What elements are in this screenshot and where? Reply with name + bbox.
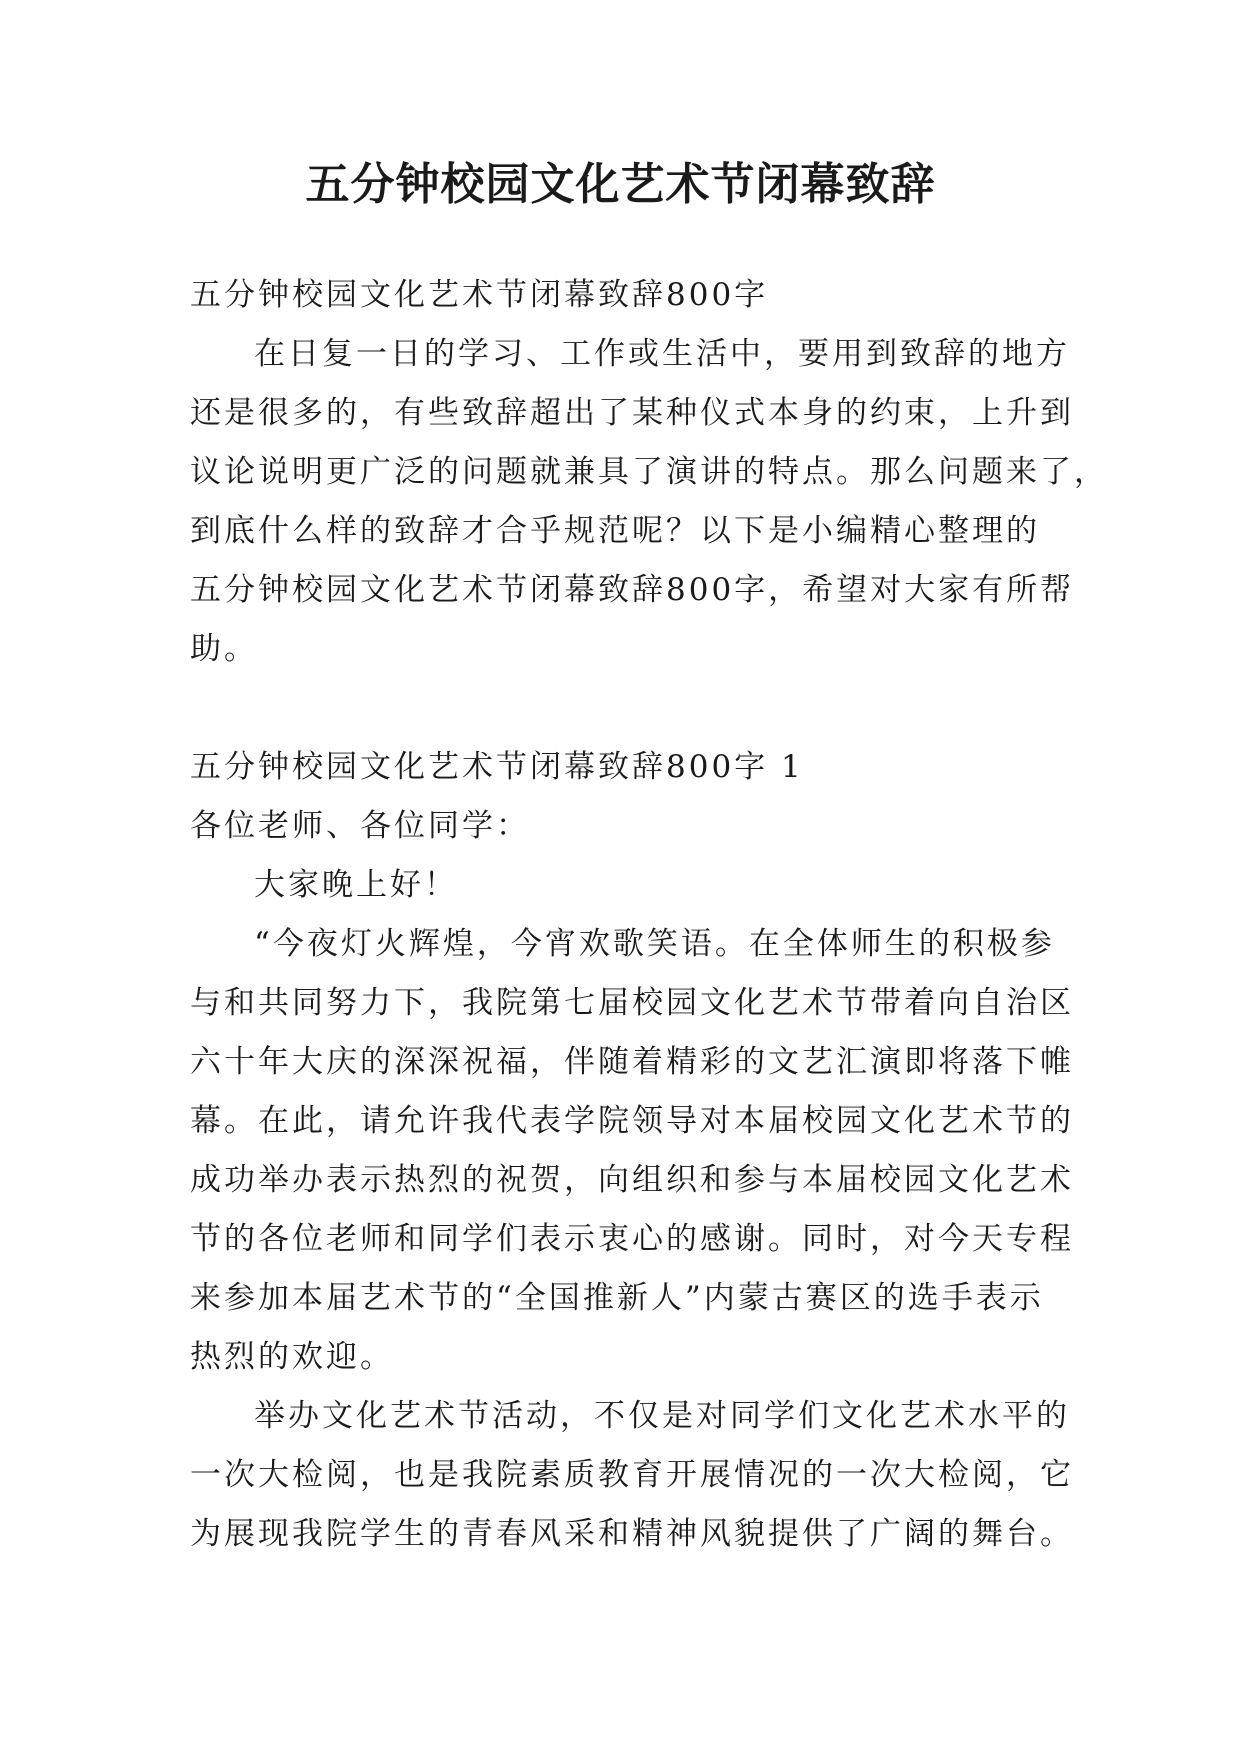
intro-line: 到底什么样的致辞才合乎规范呢？以下是小编精心整理的 — [190, 513, 1040, 549]
paragraph1-line: 热烈的欢迎。 — [190, 1339, 394, 1375]
paragraph1-line: “今夜灯火辉煌，今宵欢歌笑语。在全体师生的积极参 — [254, 926, 1055, 962]
document-title: 五分钟校园文化艺术节闭幕致辞 — [305, 159, 936, 210]
section-heading: 五分钟校园文化艺术节闭幕致辞800字 1 — [190, 749, 804, 785]
paragraph2-line: 一次大检阅，也是我院素质教育开展情况的一次大检阅，它 — [190, 1457, 1074, 1493]
intro-line: 助。 — [190, 631, 258, 667]
salutation: 各位老师、各位同学： — [190, 808, 530, 844]
intro-line: 五分钟校园文化艺术节闭幕致辞800字，希望对大家有所帮 — [190, 572, 1075, 608]
intro-line: 在日复一日的学习、工作或生活中，要用到致辞的地方 — [254, 336, 1070, 372]
blank-line — [190, 679, 1060, 738]
intro-line: 还是很多的，有些致辞超出了某种仪式本身的约束，上升到 — [190, 395, 1074, 431]
paragraph2-line: 举办文化艺术节活动，不仅是对同学们文化艺术水平的 — [254, 1398, 1070, 1434]
intro-line: 议论说明更广泛的问题就兼具了演讲的特点。那么问题来了， — [190, 454, 1108, 490]
paragraph2-line: 为展现我院学生的青春风采和精神风貌提供了广阔的舞台。 — [190, 1516, 1074, 1552]
document-subtitle: 五分钟校园文化艺术节闭幕致辞800字 — [190, 277, 769, 313]
document-body — [190, 266, 1108, 1564]
paragraph1-line: 幕。在此，请允许我代表学院领导对本届校园文化艺术节的 — [190, 1103, 1074, 1139]
paragraph1-line: 与和共同努力下，我院第七届校园文化艺术节带着向自治区 — [190, 985, 1074, 1021]
paragraph1-line: 成功举办表示热烈的祝贺，向组织和参与本届校园文化艺术 — [190, 1162, 1074, 1198]
paragraph1-line: 节的各位老师和同学们表示衷心的感谢。同时，对今天专程 — [190, 1221, 1074, 1257]
paragraph1-line: 六十年大庆的深深祝福，伴随着精彩的文艺汇演即将落下帷 — [190, 1044, 1074, 1080]
paragraph1-line: 来参加本届艺术节的“全国推新人”内蒙古赛区的选手表示 — [190, 1280, 1044, 1316]
greeting: 大家晚上好！ — [254, 867, 458, 903]
